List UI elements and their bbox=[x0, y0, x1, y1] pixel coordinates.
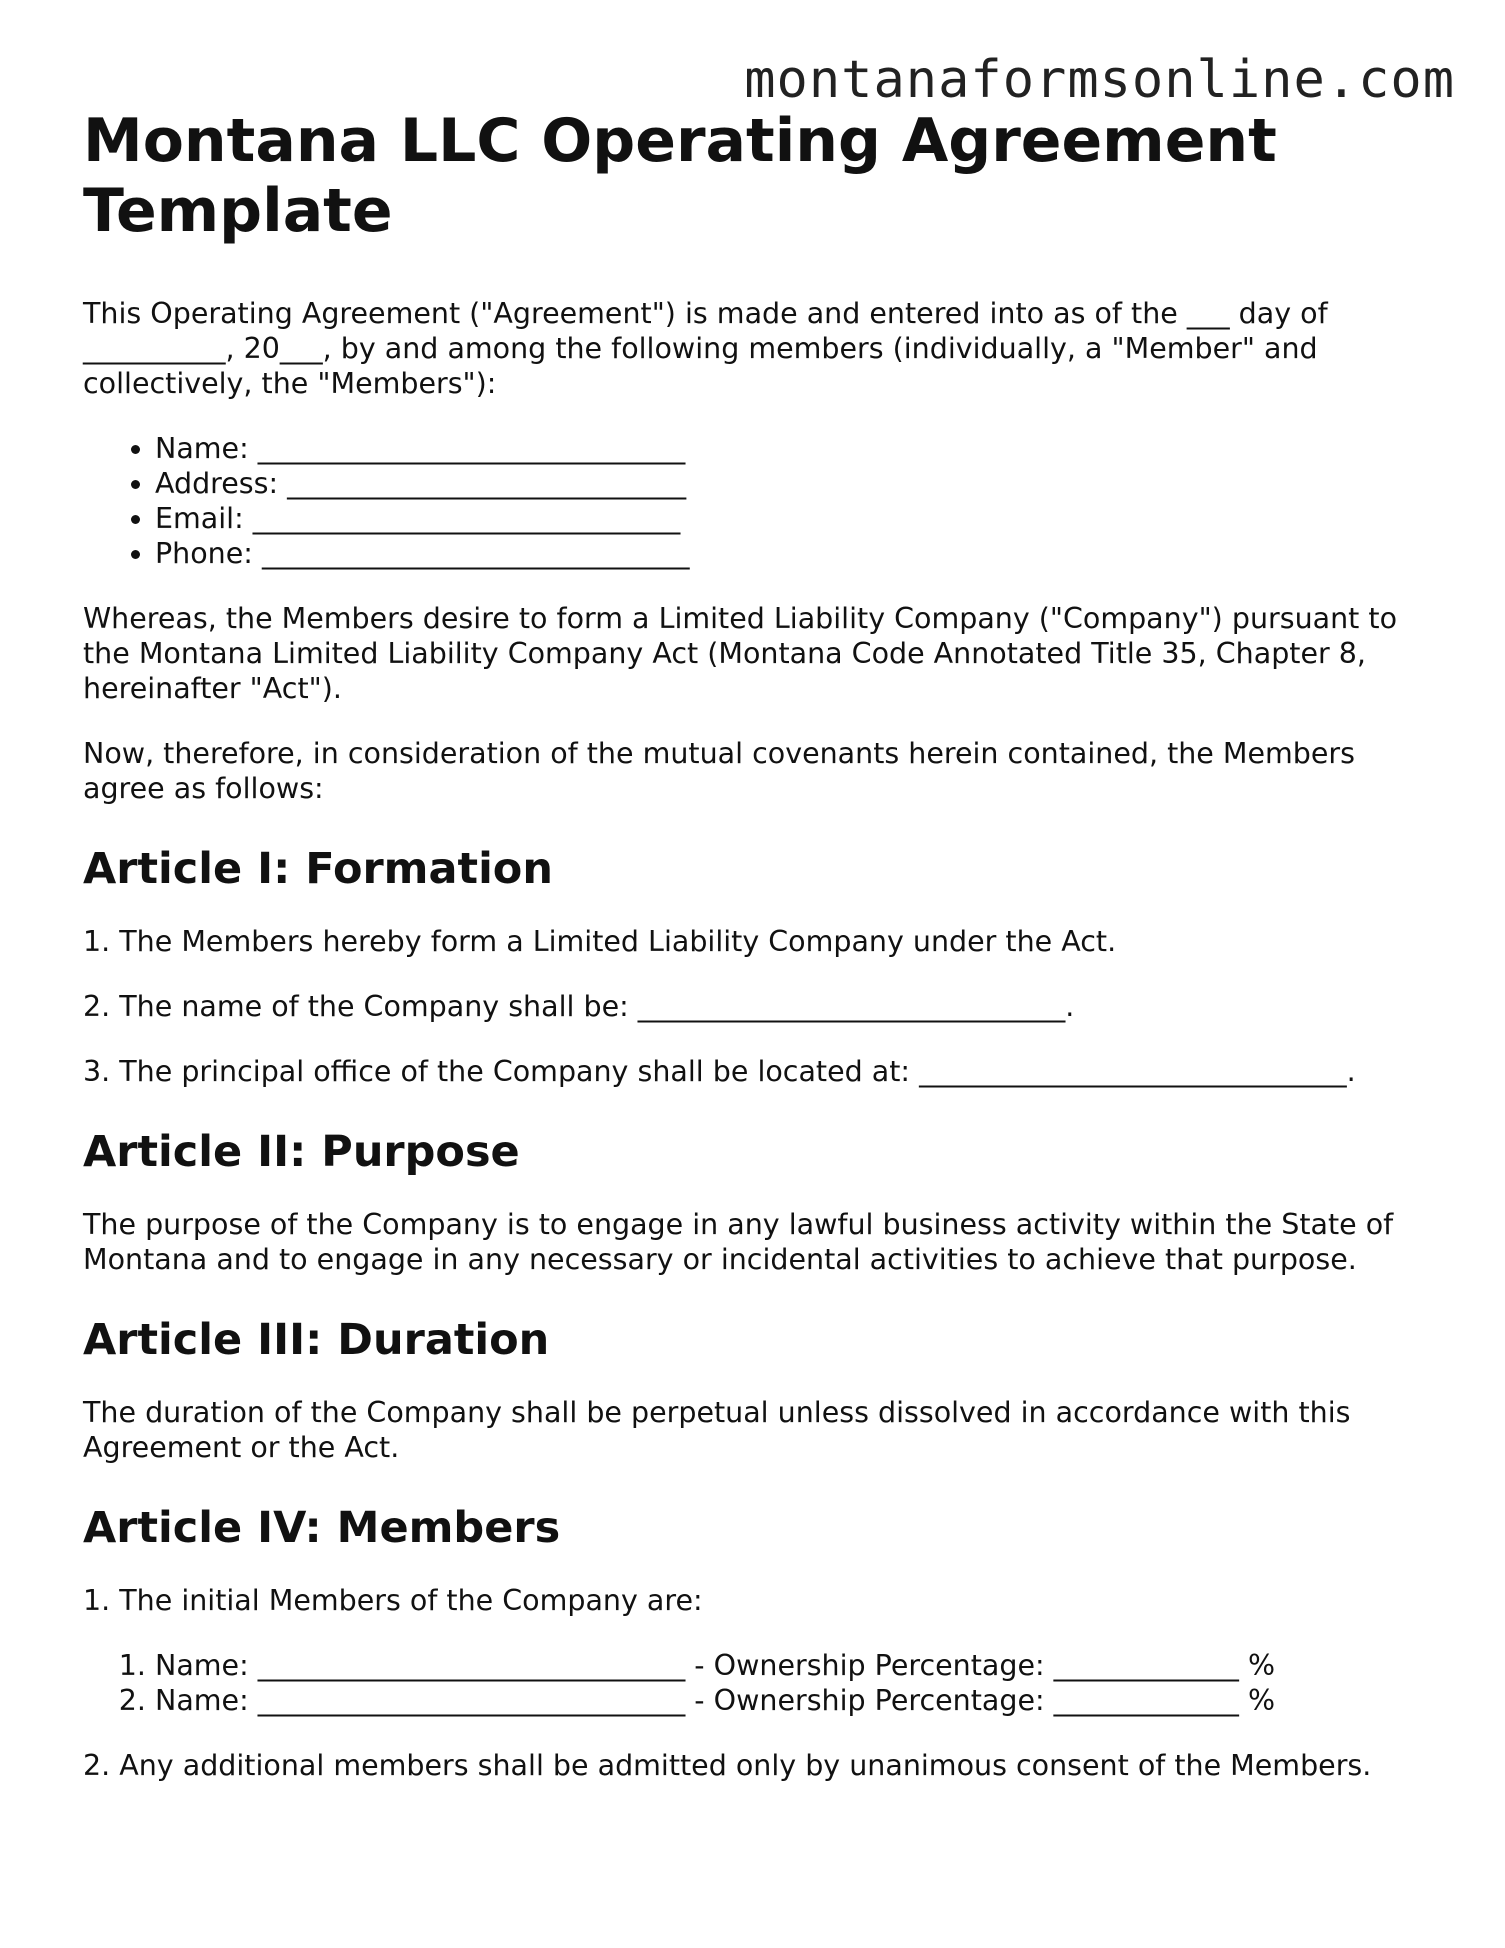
article-4-item-2: 2. Any additional members shall be admitted only by unanimous consent of the Members. bbox=[83, 1749, 1372, 1782]
article-4-item-1: 1. The initial Members of the Company are: bbox=[83, 1584, 703, 1617]
watermark: montanaformsonline.com bbox=[744, 50, 1455, 110]
member-address-field: • Address: ____________________________ bbox=[155, 466, 1423, 501]
article-2-text: The purpose of the Company is to engage in any lawful business activity within the State of Montana and to engage in any necessary or incidental activities to achieve that purpose. bbox=[83, 1208, 1394, 1276]
article-1-heading: Article I: Formation bbox=[83, 844, 553, 894]
article-1-item-1: 1. The Members hereby form a Limited Liability Company under the Act. bbox=[83, 925, 1117, 958]
member-email-field: • Email: ______________________________ bbox=[155, 501, 1423, 536]
document-page bbox=[83, 46, 1423, 1813]
initial-members-list bbox=[83, 1648, 1423, 1718]
article-1-item-2: 2. The name of the Company shall be: ______________________________. bbox=[83, 990, 1075, 1023]
now-therefore-paragraph: Now, therefore, in consideration of the mutual covenants herein contained, the Members agree as follows: bbox=[83, 737, 1355, 805]
member-name-field: • Name: ______________________________ bbox=[155, 431, 1423, 466]
document-title: Montana LLC Operating Agreement Template bbox=[83, 106, 1277, 246]
member-phone-field: • Phone: ______________________________ bbox=[155, 536, 1423, 571]
initial-member-1: 1. Name: ______________________________ - Ownership Percentage: _____________ % bbox=[155, 1648, 1423, 1683]
article-4-heading: Article IV: Members bbox=[83, 1503, 561, 1553]
article-2-heading: Article II: Purpose bbox=[83, 1127, 520, 1177]
initial-member-2: 2. Name: ______________________________ - Ownership Percentage: _____________ % bbox=[155, 1683, 1423, 1718]
whereas-paragraph: Whereas, the Members desire to form a Limited Liability Company ("Company") pursuant to the Montana Limited Liability Company Act (Montana Code Annotated Title 35, Chapter 8, hereinafter "Act"). bbox=[83, 602, 1398, 705]
intro-paragraph: This Operating Agreement ("Agreement") is made and entered into as of the ___ day of __________, 20___, by and among the following members (individually, a "Member" and collectively, the "Members"): bbox=[83, 297, 1328, 400]
member-fields-list bbox=[83, 431, 1423, 571]
article-1-item-3: 3. The principal office of the Company shall be located at: ______________________________. bbox=[83, 1055, 1356, 1088]
article-3-heading: Article III: Duration bbox=[83, 1315, 550, 1365]
article-3-text: The duration of the Company shall be perpetual unless dissolved in accordance with this Agreement or the Act. bbox=[83, 1396, 1351, 1464]
